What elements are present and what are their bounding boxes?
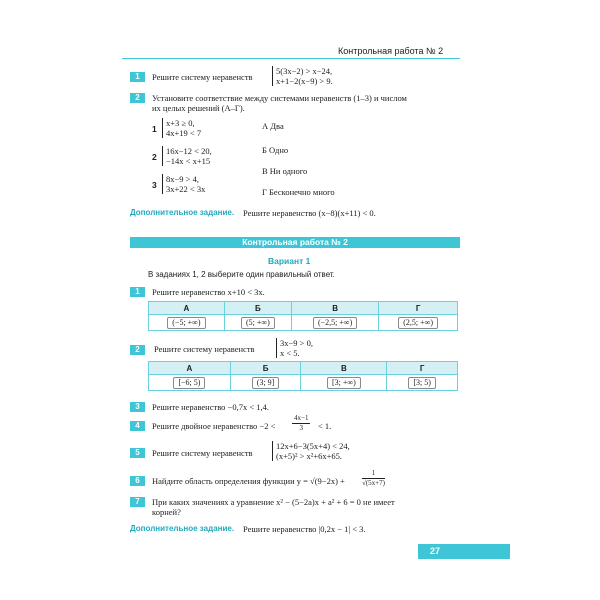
answer-option[interactable]: (−5; +∞)	[167, 317, 205, 329]
header-rule	[122, 58, 460, 59]
question-1-answer-table	[148, 301, 458, 331]
answer-option[interactable]: [3; +∞)	[327, 377, 361, 389]
question-2-system	[276, 338, 313, 358]
section-banner-title: Контрольная работа № 2	[242, 237, 348, 247]
answer-option-b: Б Одно	[262, 145, 289, 155]
system-index: 1	[152, 124, 157, 134]
question-number-4: 4	[130, 421, 145, 431]
task-2-text-line1: Установите соответствие между системами неравенств (1–3) и числом	[152, 93, 407, 103]
question-number-6: 6	[130, 476, 145, 486]
answer-option[interactable]: (−2,5; +∞)	[313, 317, 357, 329]
answer-option[interactable]: (2,5; +∞)	[398, 317, 438, 329]
question-6-text: Найдите область определения функции y = √(9−2x) +	[152, 476, 345, 486]
question-4-text: Решите двойное неравенство −2 <	[152, 421, 276, 431]
task-1-system	[272, 66, 333, 86]
system-line: x < 5.	[280, 348, 300, 358]
question-number-2: 2	[130, 345, 145, 355]
answer-option-g: Г Бесконечно много	[262, 187, 335, 197]
task-2-text-line2: их целых решений (А–Г).	[152, 103, 245, 113]
column-header: В	[301, 362, 387, 375]
answer-cell[interactable]	[230, 375, 301, 391]
answer-cell[interactable]	[149, 375, 231, 391]
system-line: 4x+19 < 7	[166, 128, 202, 138]
system-line: 16x−12 < 20,	[166, 146, 212, 156]
system-index: 2	[152, 152, 157, 162]
answer-option[interactable]: (3; 9]	[252, 377, 280, 389]
answer-option-v: В Ни одного	[262, 166, 308, 176]
column-header: В	[291, 302, 378, 315]
question-2-answer-table	[148, 361, 458, 391]
column-header: Б	[224, 302, 291, 315]
column-header: А	[149, 362, 231, 375]
question-6-fraction	[362, 469, 385, 488]
running-header: Контрольная работа № 2	[338, 46, 444, 56]
answer-cell[interactable]	[379, 315, 458, 331]
extra-task-label: Дополнительное задание.	[130, 524, 235, 533]
answer-cell[interactable]	[224, 315, 291, 331]
system-line: x+1−2(x−9) > 9.	[276, 76, 333, 86]
answer-cell[interactable]	[291, 315, 378, 331]
task-number-2: 2	[130, 93, 145, 103]
question-2-text: Решите систему неравенств	[154, 344, 255, 354]
question-5-text: Решите систему неравенств	[152, 448, 253, 458]
answer-option-a: А Два	[262, 121, 284, 131]
question-1-text: Решите неравенство x+10 < 3x.	[152, 287, 265, 297]
system-line: 3x−9 > 0,	[280, 338, 313, 348]
section-banner	[130, 237, 460, 248]
question-7-line2: корней?	[152, 507, 181, 517]
system-line: x+3 ≥ 0,	[166, 118, 195, 128]
system-line: −14x < x+15	[166, 156, 211, 166]
answer-option[interactable]: [3; 5)	[408, 377, 436, 389]
question-4-tail: < 1.	[318, 421, 332, 431]
system-1	[162, 118, 201, 138]
task-number-1: 1	[130, 72, 145, 82]
column-header: Б	[230, 362, 301, 375]
variant-title: Вариант 1	[268, 256, 311, 266]
extra-task-text: Решите неравенство (x−8)(x+11) < 0.	[243, 208, 376, 218]
fraction-denominator: 3	[299, 424, 303, 432]
fraction-numerator: 1	[362, 469, 385, 479]
question-number-5: 5	[130, 448, 145, 458]
question-7-line1: При каких значениях a уравнение x² − (5−2a)x + a² + 6 = 0 не имеет	[152, 497, 395, 507]
answer-option[interactable]: [−6; 5)	[173, 377, 205, 389]
system-line: 5(3x−2) > x−24,	[276, 66, 333, 76]
task-1-text: Решите систему неравенств	[152, 72, 253, 82]
system-line: 3x+22 < 3x	[166, 184, 206, 194]
system-2	[162, 146, 212, 166]
column-header: Г	[387, 362, 458, 375]
system-line: (x+5)² > x²+6x+65.	[276, 451, 343, 461]
question-number-1: 1	[130, 287, 145, 297]
page-number-tab	[418, 544, 510, 559]
page-number: 27	[430, 546, 441, 556]
system-line: 8x−9 > 4,	[166, 174, 199, 184]
answer-option[interactable]: (5; +∞)	[241, 317, 275, 329]
instruction-text: В заданиях 1, 2 выберите один правильный ответ.	[148, 270, 335, 279]
answer-cell[interactable]	[149, 315, 225, 331]
question-number-7: 7	[130, 497, 145, 507]
column-header: Г	[379, 302, 458, 315]
system-line: 12x+6−3(5x+4) < 24,	[276, 441, 350, 451]
answer-cell[interactable]	[387, 375, 458, 391]
system-3	[162, 174, 205, 194]
question-3-text: Решите неравенство −0,7x < 1,4.	[152, 402, 270, 412]
extra-task-label: Дополнительное задание.	[130, 208, 235, 217]
fraction-numerator: 4x−1	[294, 414, 309, 422]
extra-task-text: Решите неравенство |0,2x − 1| < 3.	[243, 524, 366, 534]
answer-cell[interactable]	[301, 375, 387, 391]
fraction-denominator: √(5x+7)	[362, 479, 385, 487]
system-index: 3	[152, 180, 157, 190]
question-4-fraction	[292, 414, 310, 433]
column-header: А	[149, 302, 225, 315]
question-5-system	[272, 441, 350, 461]
question-number-3: 3	[130, 402, 145, 412]
